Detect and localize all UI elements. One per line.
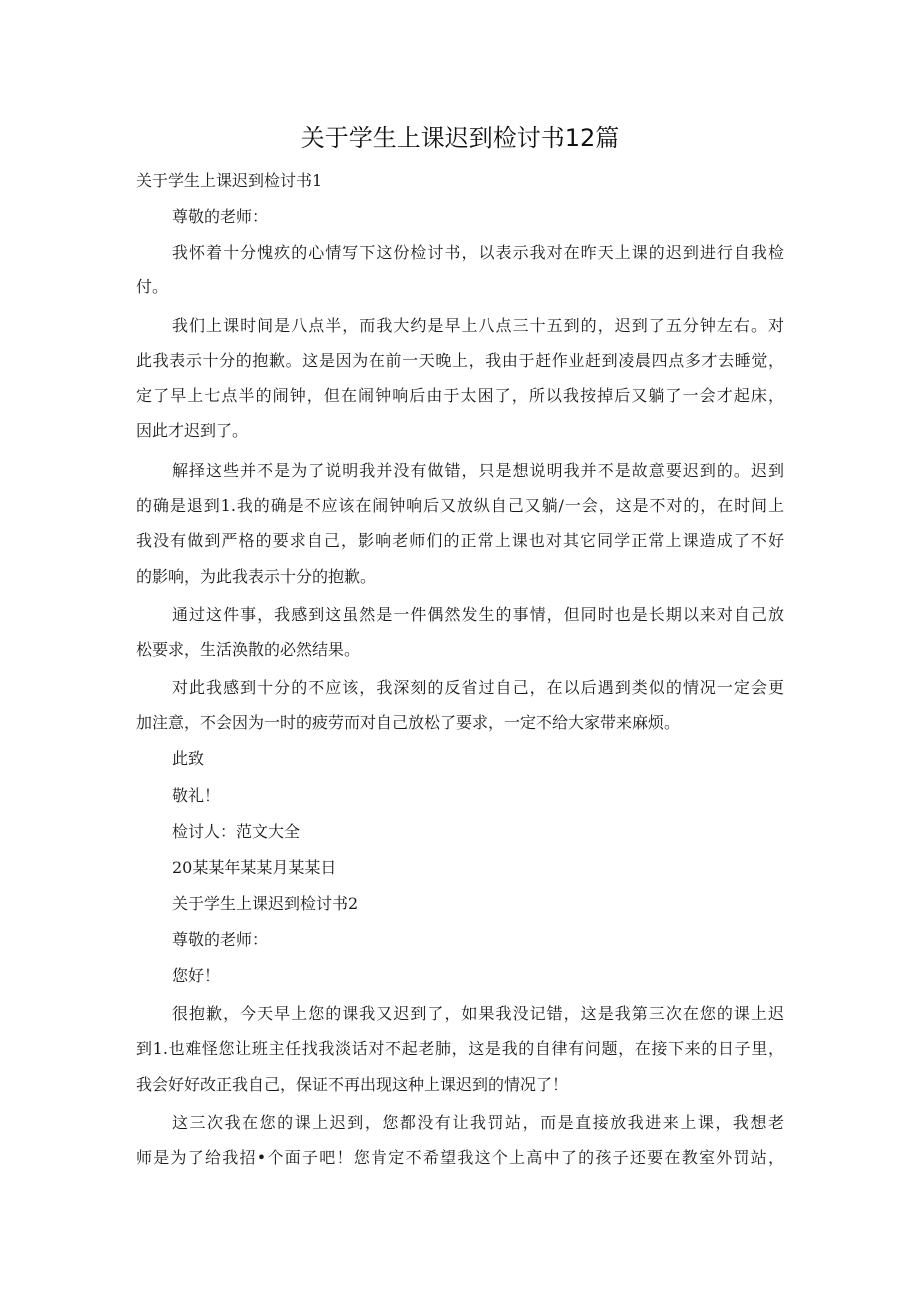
paragraph-line: 通过这件事，我感到这虽然是一件偶然发生的事情，但同时也是长期以来对自己放	[172, 605, 784, 624]
paragraph-line: 因此才迟到了。	[136, 421, 249, 440]
paragraph-line: 我会好好改正我自己，保证不再出现这种上课迟到的情况了！	[136, 1075, 569, 1094]
paragraph-line: 我怀着十分愧疚的心情写下这份检讨书，以表示我对在昨天上课的迟到进行自我检	[172, 243, 784, 262]
section-heading: 关于学生上课迟到检讨书1	[136, 171, 323, 190]
section-heading: 关于学生上课迟到检讨书2	[172, 894, 359, 913]
paragraph-line: 定了早上七点半的闹钟，但在闹钟响后由于太困了，所以我按掉后又躺了一会才起床，	[136, 386, 784, 405]
paragraph-line: 此我表示十分的抱歉。这是因为在前一天晚上，我由于赶作业赶到凌晨四点多才去睡觉，	[136, 351, 784, 370]
paragraph-line: 师是为了给我招•个面子吧！您肯定不希望我这个上高中了的孩子还要在教室外罚站，	[136, 1148, 784, 1167]
paragraph-line: 对此我感到十分的不应该，我深刻的反省过自己，在以后遇到类似的情况一定会更	[172, 678, 784, 697]
closing-line: 此致	[172, 749, 205, 768]
paragraph-line: 很抱歉，今天早上您的课我又迟到了，如果我没记错，这是我第三次在您的课上迟	[172, 1004, 784, 1023]
greeting-line: 您好！	[172, 966, 221, 985]
date-line: 20某某年某某月某某日	[172, 858, 337, 877]
salutation: 尊敬的老师：	[172, 207, 269, 226]
closing-line: 敬礼！	[172, 786, 221, 805]
paragraph-line: 我没有做到严格的要求自己，影响老师们的正常上课也对其它同学正常上课造成了不好	[136, 531, 784, 550]
signature-line: 检讨人：范文大全	[172, 822, 301, 841]
page-title: 关于学生上课迟到检讨书12篇	[300, 124, 620, 152]
salutation: 尊敬的老师：	[172, 930, 269, 949]
paragraph-line: 付。	[136, 277, 169, 296]
paragraph-line: 这三次我在您的课上迟到，您都没有让我罚站，而是直接放我进来上课，我想老	[172, 1113, 784, 1132]
paragraph-line: 加注意，不会因为一时的疲劳而对自己放松了要求，一定不给大家带来麻烦。	[136, 713, 681, 732]
paragraph-line: 松要求，生活涣散的必然结果。	[136, 640, 361, 659]
paragraph-line: 解择这些并不是为了说明我并没有做错，只是想说明我并不是故意要迟到的。迟到	[172, 461, 784, 480]
paragraph-line: 的确是退到1.我的确是不应该在闹钟响后又放纵自己又躺/一会，这是不对的，在时间上	[136, 496, 784, 515]
paragraph-line: 我们上课时间是八点半，而我大约是早上八点三十五到的，迟到了五分钟左右。对	[172, 316, 784, 335]
paragraph-line: 的影响，为此我表示十分的抱歉。	[136, 567, 377, 586]
paragraph-line: 到1.也难怪您让班主任找我淡话对不起老肺，这是我的自律有问题，在接下来的日子里，	[136, 1039, 784, 1058]
